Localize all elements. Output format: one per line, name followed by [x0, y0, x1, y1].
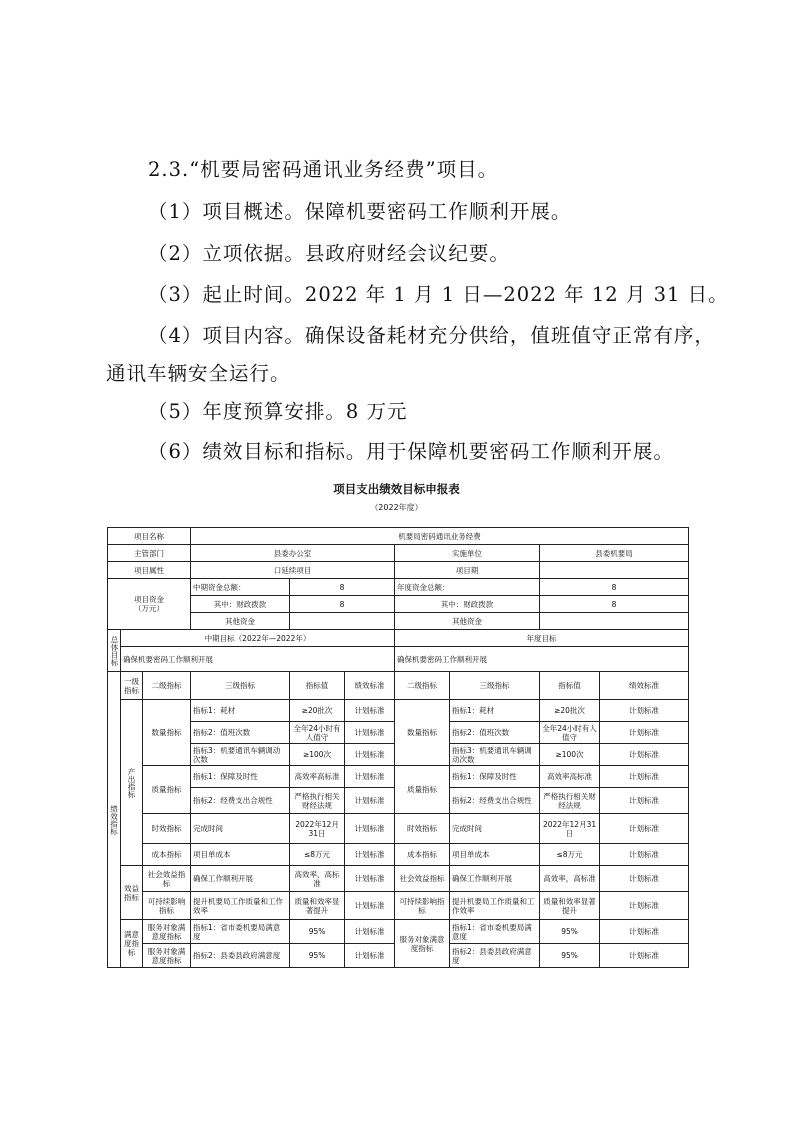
std-s: 计划标准 — [345, 866, 395, 892]
label-period: 项目期 — [395, 562, 540, 579]
label-qty: 数量指标 — [143, 700, 191, 766]
label-svc-1: 服务对象满意度指标 — [143, 920, 191, 944]
ind-sv1: 指标1：省市委机要局满意度 — [191, 920, 290, 944]
val-s: 高效率，高标准 — [290, 866, 345, 892]
std-q3-year: 计划标准 — [600, 744, 689, 766]
std-t: 计划标准 — [345, 814, 395, 844]
std-c-year: 计划标准 — [600, 844, 689, 866]
ind-su: 提升机要局工作质量和工作效率 — [191, 892, 290, 920]
year-fiscal: 8 — [540, 596, 689, 613]
h-l2: 二级指标 — [143, 672, 191, 700]
std-q3: 计划标准 — [345, 744, 395, 766]
ind-q2-year: 指标2：值班次数 — [450, 722, 540, 744]
ind-t-year: 完成时间 — [450, 814, 540, 844]
ind-u1: 指标1：保障及时性 — [191, 766, 290, 788]
std-q2-year: 计划标准 — [600, 722, 689, 744]
ind-sv2-year: 指标2：县委县政府满意度 — [450, 944, 540, 968]
label-year-goal: 年度目标 — [395, 630, 689, 647]
ind-sv1-year: 指标1：省市委机要局满意度 — [450, 920, 540, 944]
std-sv1: 计划标准 — [345, 920, 395, 944]
paragraph-basis: （2）立项依据。县政府财经会议纪要。 — [148, 242, 510, 265]
h-std: 绩效标准 — [345, 672, 395, 700]
ind-u1-year: 指标1：保障及时性 — [450, 766, 540, 788]
label-perf: 绩效指标 — [108, 672, 121, 968]
ind-s: 确保工作顺利开展 — [191, 866, 290, 892]
val-q2: 全年24小时有人值守 — [290, 722, 345, 744]
label-year-fiscal: 其中：财政拨款 — [395, 596, 540, 613]
period — [540, 562, 689, 579]
val-sv2: 95% — [290, 944, 345, 968]
val-q3: ≥100次 — [290, 744, 345, 766]
label-cost-year: 成本指标 — [395, 844, 450, 866]
year-total: 8 — [540, 579, 689, 596]
std-u2-year: 计划标准 — [600, 788, 689, 814]
h-l3: 三级指标 — [191, 672, 290, 700]
impl: 县委机要局 — [540, 545, 689, 562]
std-q1: 计划标准 — [345, 700, 395, 722]
ind-s-year: 确保工作顺利开展 — [450, 866, 540, 892]
ind-q3-year: 指标3：机要通讯车辆调动次数 — [450, 744, 540, 766]
section-heading: 2.3.“机要局密码通讯业务经费”项目。 — [148, 158, 499, 181]
label-benefit: 效益指标 — [121, 866, 143, 920]
std-u1-year: 计划标准 — [600, 766, 689, 788]
label-mid-total: 中期资金总额： — [191, 579, 290, 596]
std-q1-year: 计划标准 — [600, 700, 689, 722]
mid-fiscal: 8 — [290, 596, 395, 613]
table-subtitle: （2022年度） — [370, 503, 423, 512]
paragraph-overview: （1）项目概述。保障机要密码工作顺利开展。 — [148, 200, 572, 223]
ind-c-year: 项目单成本 — [450, 844, 540, 866]
label-mid-other: 其他资金 — [191, 613, 290, 630]
label-time: 时效指标 — [143, 814, 191, 844]
ind-u2: 指标2：经费支出合规性 — [191, 788, 290, 814]
year-other — [540, 613, 689, 630]
label-qty-year: 数量指标 — [395, 700, 450, 766]
val-t: 2022年12月31日 — [290, 814, 345, 844]
val-q2-year: 全年24小时有人值守 — [540, 722, 600, 744]
performance-table — [107, 527, 689, 968]
val-q1: ≥20批次 — [290, 700, 345, 722]
label-satis: 满意度指标 — [121, 920, 143, 968]
label-mid-goal: 中期目标（2022年—2022年） — [121, 630, 395, 647]
val-u1: 高效率高标准 — [290, 766, 345, 788]
std-su-year: 计划标准 — [600, 892, 689, 920]
std-u2: 计划标准 — [345, 788, 395, 814]
val-sv1-year: 95% — [540, 920, 600, 944]
val-c-year: ≤8万元 — [540, 844, 600, 866]
val-t-year: 2022年12月31日 — [540, 814, 600, 844]
std-sv2-year: 计划标准 — [600, 944, 689, 968]
label-social-year: 社会效益指标 — [395, 866, 450, 892]
ind-q1-year: 指标1：耗材 — [450, 700, 540, 722]
label-time-year: 时效指标 — [395, 814, 450, 844]
label-project-name: 项目名称 — [108, 528, 191, 545]
paragraph-period: （3）起止时间。2022 年 1 月 1 日—2022 年 12 月 31 日。 — [148, 283, 729, 306]
label-overall: 总体目标 — [108, 630, 121, 672]
h-std-year: 绩效标准 — [600, 672, 689, 700]
year-goal: 确保机要密码工作顺利开展 — [395, 647, 689, 672]
h-l1: 一级指标 — [121, 672, 143, 700]
label-sustain-year: 可持续影响指标 — [395, 892, 450, 920]
attr: 口延续项目 — [191, 562, 395, 579]
ind-c: 项目单成本 — [191, 844, 290, 866]
project-name: 机要局密码通讯业务经费 — [191, 528, 689, 545]
std-u1: 计划标准 — [345, 766, 395, 788]
ind-q2: 指标2：值班次数 — [191, 722, 290, 744]
paragraph-content: （4）项目内容。确保设备耗材充分供给，值班值守正常有序， — [148, 324, 715, 347]
ind-q3: 指标3：机要通讯车辆调动次数 — [191, 744, 290, 766]
val-s-year: 高效率，高标准 — [540, 866, 600, 892]
ind-t: 完成时间 — [191, 814, 290, 844]
label-year-other: 其他资金 — [395, 613, 540, 630]
label-svc-2: 服务对象满意度指标 — [143, 944, 191, 968]
val-u1-year: 高效率高标准 — [540, 766, 600, 788]
val-q3-year: ≥100次 — [540, 744, 600, 766]
label-social: 社会效益指标 — [143, 866, 191, 892]
label-sustain: 可持续影响指标 — [143, 892, 191, 920]
mid-total: 8 — [290, 579, 395, 596]
label-mid-fiscal: 其中：财政拨款 — [191, 596, 290, 613]
val-sv2-year: 95% — [540, 944, 600, 968]
mid-other — [290, 613, 395, 630]
std-sv1-year: 计划标准 — [600, 920, 689, 944]
std-t-year: 计划标准 — [600, 814, 689, 844]
val-q1-year: ≥20批次 — [540, 700, 600, 722]
label-qual-year: 质量指标 — [395, 766, 450, 814]
val-su: 质量和效率显著提升 — [290, 892, 345, 920]
ind-su-year: 提升机要局工作质量和工作效率 — [450, 892, 540, 920]
paragraph-goals: （6）绩效目标和指标。用于保障机要密码工作顺利开展。 — [148, 440, 674, 463]
table-title: 项目支出绩效目标申报表 — [333, 482, 460, 496]
val-su-year: 质量和效率显著提升 — [540, 892, 600, 920]
ind-sv2: 指标2：县委县政府满意度 — [191, 944, 290, 968]
label-dept: 主管部门 — [108, 545, 191, 562]
ind-u2-year: 指标2：经费支出合规性 — [450, 788, 540, 814]
val-sv1: 95% — [290, 920, 345, 944]
label-cost: 成本指标 — [143, 844, 191, 866]
val-u2: 严格执行相关财经法规 — [290, 788, 345, 814]
std-sv2: 计划标准 — [345, 944, 395, 968]
dept: 县委办公室 — [191, 545, 395, 562]
label-funds: 项目资金 （万元） — [108, 579, 191, 630]
label-year-total: 年度资金总额： — [395, 579, 540, 596]
h-l2-year: 二级指标 — [395, 672, 450, 700]
label-impl: 实施单位 — [395, 545, 540, 562]
label-qual: 质量指标 — [143, 766, 191, 814]
paragraph-content-cont: 通讯车辆安全运行。 — [106, 362, 291, 385]
h-val: 指标值 — [290, 672, 345, 700]
std-c: 计划标准 — [345, 844, 395, 866]
h-l3-year: 三级指标 — [450, 672, 540, 700]
paragraph-budget: （5）年度预算安排。8 万元 — [148, 400, 408, 423]
std-q2: 计划标准 — [345, 722, 395, 744]
val-u2-year: 严格执行相关财经法规 — [540, 788, 600, 814]
label-attr: 项目属性 — [108, 562, 191, 579]
std-s-year: 计划标准 — [600, 866, 689, 892]
label-output: 产出指标 — [121, 700, 143, 866]
val-c: ≤8万元 — [290, 844, 345, 866]
label-svc-year: 服务对象满意度指标 — [395, 920, 450, 968]
std-su: 计划标准 — [345, 892, 395, 920]
h-val-year: 指标值 — [540, 672, 600, 700]
mid-goal: 确保机要密码工作顺利开展 — [121, 647, 395, 672]
ind-q1: 指标1：耗材 — [191, 700, 290, 722]
